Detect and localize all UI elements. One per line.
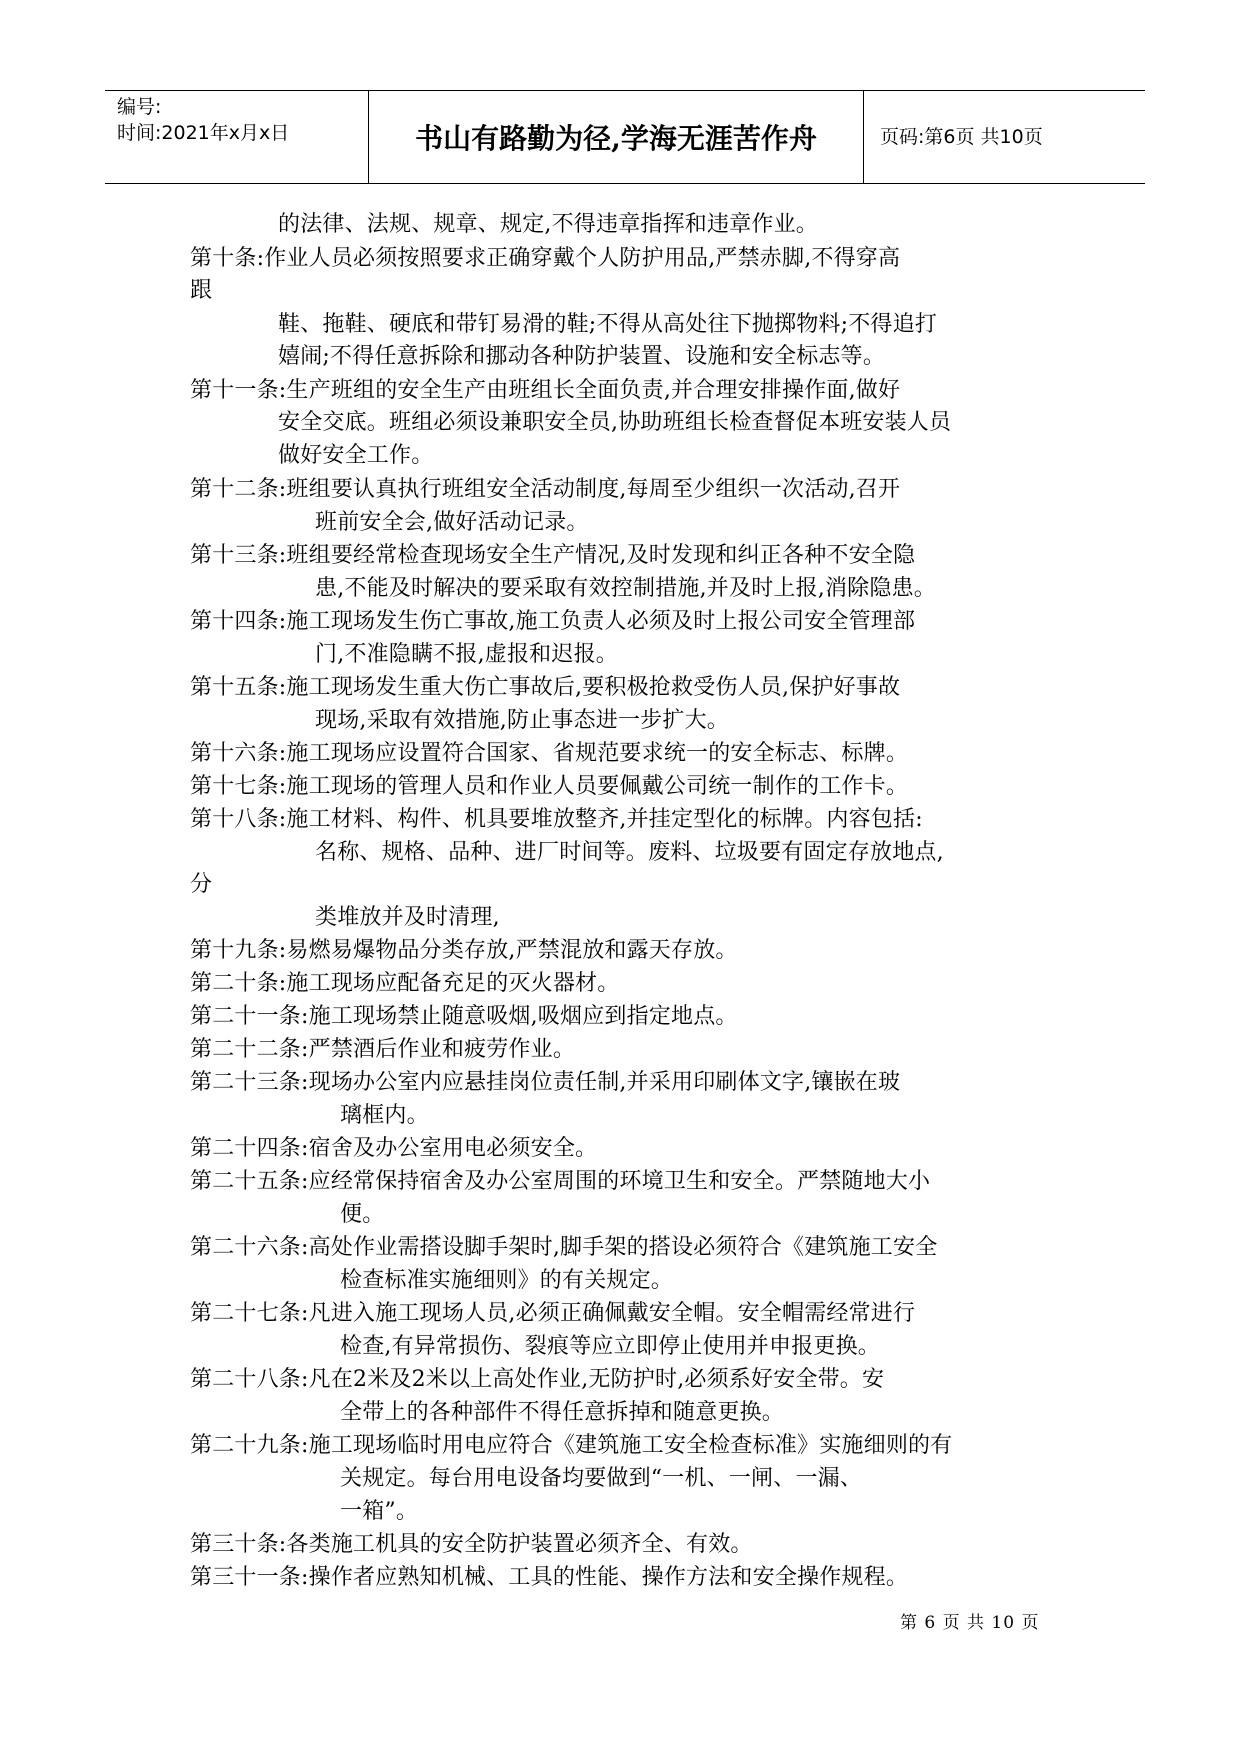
text-line: 类堆放并及时清理, [315, 905, 500, 930]
text-line: 第二十四条:宿舍及办公室用电必须安全。 [190, 1136, 598, 1161]
document-time-label: 时间:2021年x月x日 [117, 122, 290, 144]
header-page-label: 页码:第6页 共10页 [880, 126, 1043, 148]
text-line: 的法律、法规、规章、规定,不得违章指挥和违章作业。 [278, 212, 818, 237]
header-motto: 书山有路勤为径,学海无涯苦作舟 [415, 122, 817, 155]
header-info-cell [105, 91, 368, 183]
text-line: 检查,有异常损伤、裂痕等应立即停止使用并申报更换。 [340, 1334, 880, 1359]
header-motto-cell [368, 91, 864, 183]
text-line: 第十二条:班组要认真执行班组安全活动制度,每周至少组织一次活动,召开 [190, 477, 901, 502]
text-line: 便。 [340, 1202, 385, 1227]
header-page-cell [864, 91, 1145, 183]
text-line: 第十四条:施工现场发生伤亡事故,施工负责人必须及时上报公司安全管理部 [190, 609, 916, 634]
text-line: 关规定。每台用电设备均要做到“一机、一闸、一漏、 [340, 1466, 863, 1491]
text-line: 分 [190, 872, 213, 897]
text-line: 患,不能及时解决的要采取有效控制措施,并及时上报,消除隐患。 [315, 576, 936, 601]
text-line: 第十八条:施工材料、构件、机具要堆放整齐,并挂定型化的标牌。内容包括: [190, 807, 923, 832]
text-line: 第十六条:施工现场应设置符合国家、省规范要求统一的安全标志、标牌。 [190, 741, 909, 766]
text-line: 第十五条:施工现场发生重大伤亡事故后,要积极抢救受伤人员,保护好事故 [190, 675, 901, 700]
text-line: 第二十九条:施工现场临时用电应符合《建筑施工安全检查标准》实施细则的有 [190, 1433, 953, 1458]
text-line: 门,不准隐瞒不报,虚报和迟报。 [315, 642, 618, 667]
text-line: 第十条:作业人员必须按照要求正确穿戴个人防护用品,严禁赤脚,不得穿高 [190, 246, 901, 271]
text-line: 第二十一条:施工现场禁止随意吸烟,吸烟应到指定地点。 [190, 1004, 738, 1029]
text-line: 现场,采取有效措施,防止事态进一步扩大。 [315, 708, 729, 733]
document-code-label: 编号: [117, 96, 162, 118]
text-line: 第三十条:各类施工机具的安全防护装置必须齐全、有效。 [190, 1532, 753, 1557]
text-line: 第二十五条:应经常保持宿舍及办公室周围的环境卫生和安全。严禁随地大小 [190, 1169, 931, 1194]
text-line: 第三十一条:操作者应熟知机械、工具的性能、操作方法和安全操作规程。 [190, 1565, 909, 1590]
text-line: 名称、规格、品种、进厂时间等。废料、垃圾要有固定存放地点, [315, 840, 944, 865]
text-line: 跟 [190, 278, 213, 303]
text-line: 第十三条:班组要经常检查现场安全生产情况,及时发现和纠正各种不安全隐 [190, 543, 916, 568]
text-line: 第十九条:易燃易爆物品分类存放,严禁混放和露天存放。 [190, 938, 738, 963]
text-line: 检查标准实施细则》的有关规定。 [340, 1268, 674, 1293]
text-line: 全带上的各种部件不得任意拆掉和随意更换。 [340, 1400, 785, 1425]
text-line: 第二十条:施工现场应配备充足的灭火器材。 [190, 971, 620, 996]
text-line: 班前安全会,做好活动记录。 [315, 510, 589, 535]
text-line: 第二十六条:高处作业需搭设脚手架时,脚手架的搭设必须符合《建筑施工安全 [190, 1235, 938, 1260]
text-line: 第十一条:生产班组的安全生产由班组长全面负责,并合理安排操作面,做好 [190, 378, 901, 403]
text-line: 第二十二条:严禁酒后作业和疲劳作业。 [190, 1037, 576, 1062]
text-line: 第二十七条:凡进入施工现场人员,必须正确佩戴安全帽。安全帽需经常进行 [190, 1301, 916, 1326]
text-line: 安全交底。班组必须设兼职安全员,协助班组长检查督促本班安装人员 [278, 410, 952, 435]
text-line: 璃框内。 [340, 1103, 429, 1128]
text-line: 第十七条:施工现场的管理人员和作业人员要佩戴公司统一制作的工作卡。 [190, 774, 909, 799]
text-line: 一箱”。 [340, 1499, 419, 1524]
text-line: 嬉闹;不得任意拆除和挪动各种防护装置、设施和安全标志等。 [278, 344, 886, 369]
text-line: 第二十三条:现场办公室内应悬挂岗位责任制,并采用印刷体文字,镶嵌在玻 [190, 1070, 901, 1095]
page-header [105, 90, 1145, 184]
page-footer: 第 6 页 共 10 页 [900, 1613, 1040, 1633]
text-line: 鞋、拖鞋、硬底和带钉易滑的鞋;不得从高处往下抛掷物料;不得追打 [278, 312, 938, 337]
text-line: 第二十八条:凡在2米及2米以上高处作业,无防护时,必须系好安全带。安 [190, 1367, 885, 1392]
text-line: 做好安全工作。 [278, 443, 434, 468]
